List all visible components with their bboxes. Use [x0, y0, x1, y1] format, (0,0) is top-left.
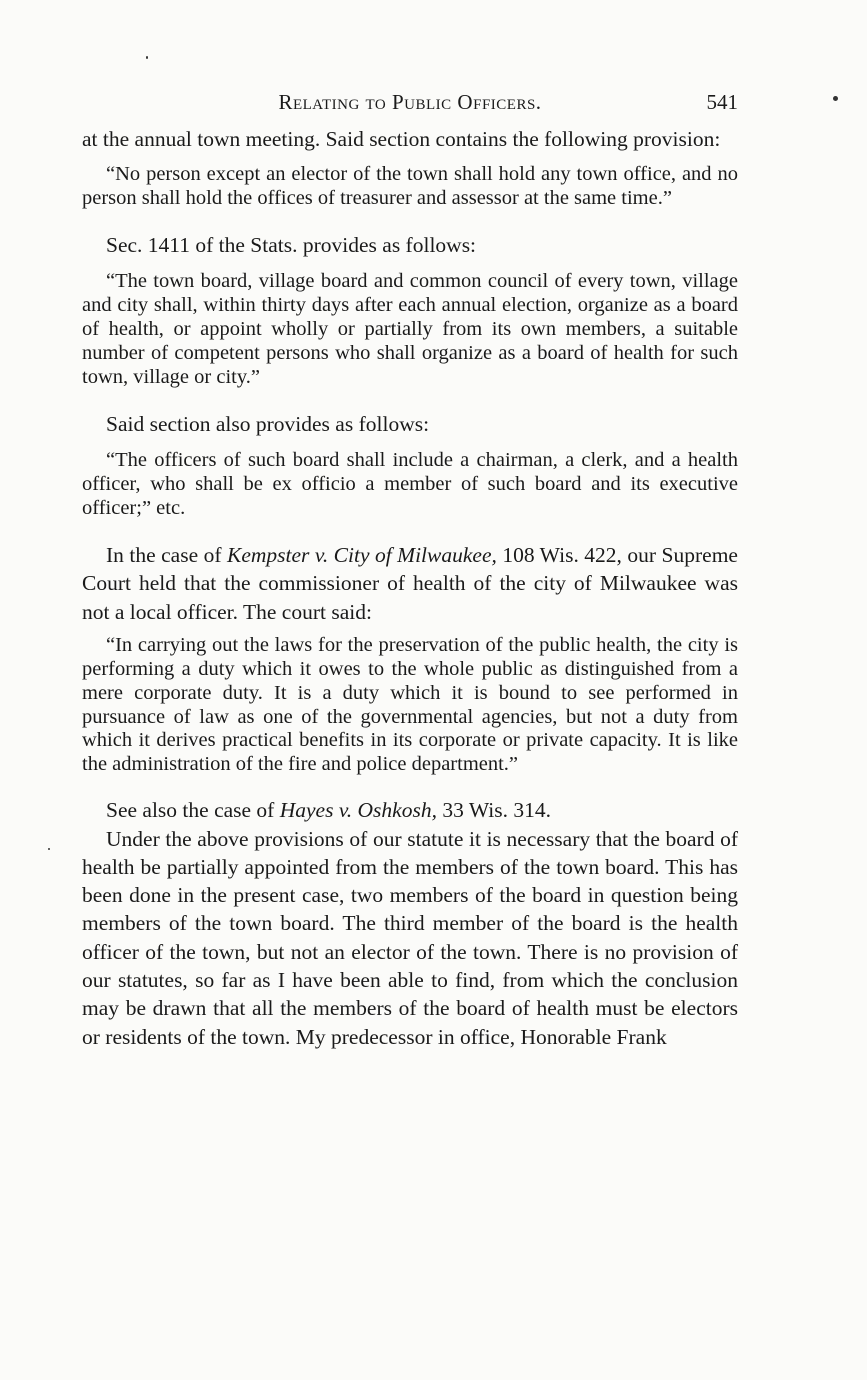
paragraph-statute-analysis: Under the above provisions of our statute it is necessary that the board of health be partially appointed from the members of the town board. This has been done in the present case, two members of the board in question being members of the town board. The third member of the board is the health officer of the town, but not an elector of the town. There is no provision of our statutes, so far as I have been able to find, from which the conclusion may be drawn that all the members of the board of health must be electors or residents of the town. My predecessor in office, Honorable Frank: [82, 826, 738, 1049]
kempster-intro: In the case of: [106, 542, 227, 567]
hayes-citation: 33 Wis. 314.: [436, 798, 551, 823]
scan-speck: [48, 848, 50, 850]
paragraph-1: at the annual town meeting. Said section contains the following provision:: [82, 127, 721, 151]
quotation-board-of-health: “The town board, village board and common council of every town, village and city shall, within thirty days after each annual election, organize as a board of health, or appoint wholly or partially from its own members, a suitable number of competent persons who shall organize as a board of health for such town, village or city.”: [82, 270, 738, 389]
case-name-hayes: Hayes v. Oshkosh,: [279, 798, 437, 823]
quotation-court: “In carrying out the laws for the preservation of the public health, the city is performing a duty which it owes to the whole public as distinguished from a mere corporate duty. It is a duty which it is bound to see performed in pursuance of law as one of the governmental agencies, but not a duty from which it derives practical benefits in its corporate or private capacity. It is like the administration of the fire and police department.”: [82, 633, 738, 776]
kempster-text: 108 Wis. 422, our Supreme Court held that the commissioner of health of the city of Milwaukee was not a local officer. The court said:: [82, 542, 738, 624]
case-name-kempster: Kempster v. City of Milwaukee,: [226, 542, 497, 567]
quotation-elector-rule: “No person except an elector of the town shall hold any town office, and no person shall hold the offices of treasurer and assessor at the same time.”: [82, 163, 738, 210]
paragraph-hayes: [82, 796, 738, 824]
scan-speck: [146, 56, 148, 59]
paragraph-kempster: [82, 541, 738, 626]
page-number: 541: [706, 90, 738, 114]
running-head: [82, 86, 738, 120]
paragraph-also-provides: Said section also provides as follows:: [106, 411, 430, 436]
paragraph-sec-1411: Sec. 1411 of the Stats. provides as follows:: [106, 233, 477, 258]
running-title: Relating to Public Officers.: [278, 90, 542, 114]
book-page: [82, 86, 738, 1051]
scan-speck: [833, 96, 838, 101]
quotation-officers: “The officers of such board shall include a chairman, a clerk, and a health officer, who shall be ex officio a member of such board and its executive officer;” etc.: [82, 449, 738, 520]
hayes-intro: See also the case of: [106, 798, 280, 823]
